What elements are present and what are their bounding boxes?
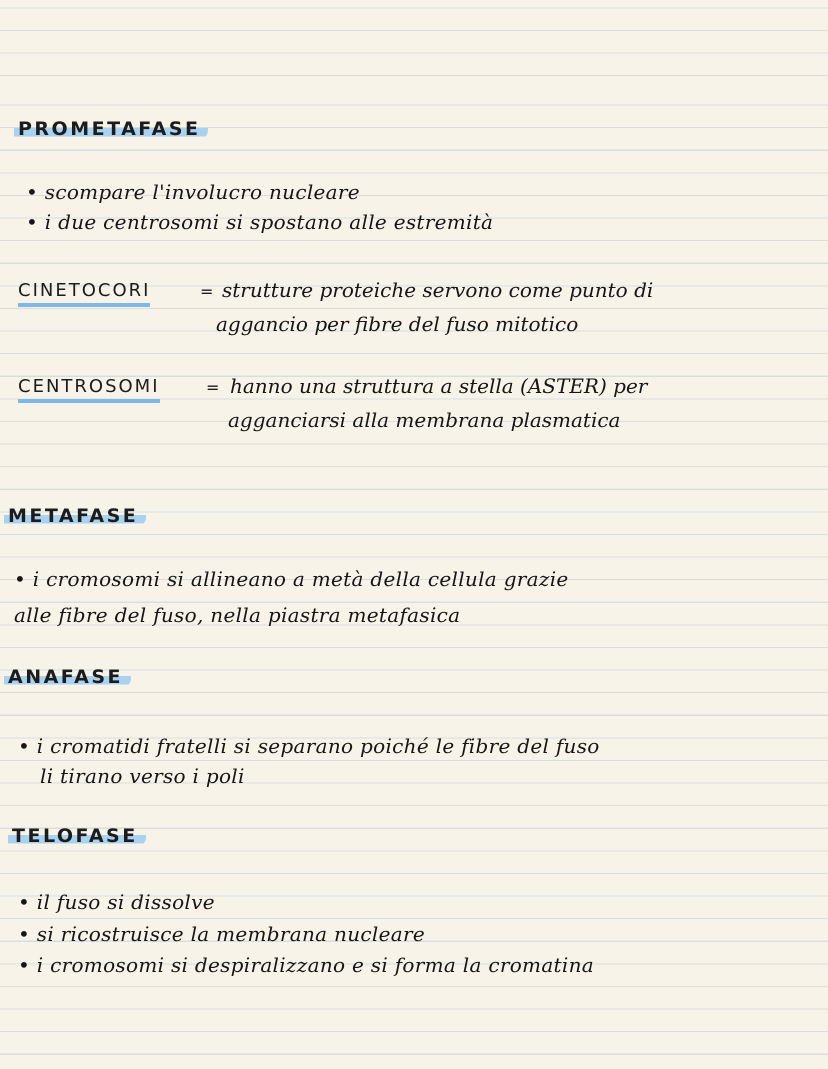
note-line: • i cromosomi si allineano a metà della cellula grazie	[14, 567, 569, 591]
note-line: • i due centrosomi si spostano alle estremità	[26, 210, 494, 234]
heading-anafase: ANAFASE	[4, 666, 131, 688]
note-line: • i cromatidi fratelli si separano poiché le fibre del fuso	[18, 734, 600, 758]
note-line: li tirano verso i poli	[40, 764, 245, 788]
heading-prometafase: PROMETAFASE	[14, 118, 208, 140]
definition-line: aggancio per fibre del fuso mitotico	[216, 312, 579, 336]
note-line: • il fuso si dissolve	[18, 890, 215, 914]
note-line: • scompare l'involucro nucleare	[26, 180, 360, 204]
definition-line: strutture proteiche servono come punto di	[222, 278, 654, 302]
note-line: • si ricostruisce la membrana nucleare	[18, 922, 425, 946]
equals-sign: =	[200, 282, 214, 301]
term-cinetocori: CINETOCORI	[18, 280, 150, 307]
definition-line: agganciarsi alla membrana plasmatica	[228, 408, 621, 432]
term-centrosomi: CENTROSOMI	[18, 376, 160, 403]
equals-sign: =	[206, 378, 220, 397]
note-line: • i cromosomi si despiralizzano e si forma la cromatina	[18, 953, 594, 977]
heading-telofase: TELOFASE	[8, 825, 146, 847]
heading-metafase: METAFASE	[4, 505, 146, 527]
definition-line: hanno una struttura a stella (ASTER) per	[230, 374, 648, 398]
note-line: alle fibre del fuso, nella piastra metafasica	[14, 603, 461, 627]
